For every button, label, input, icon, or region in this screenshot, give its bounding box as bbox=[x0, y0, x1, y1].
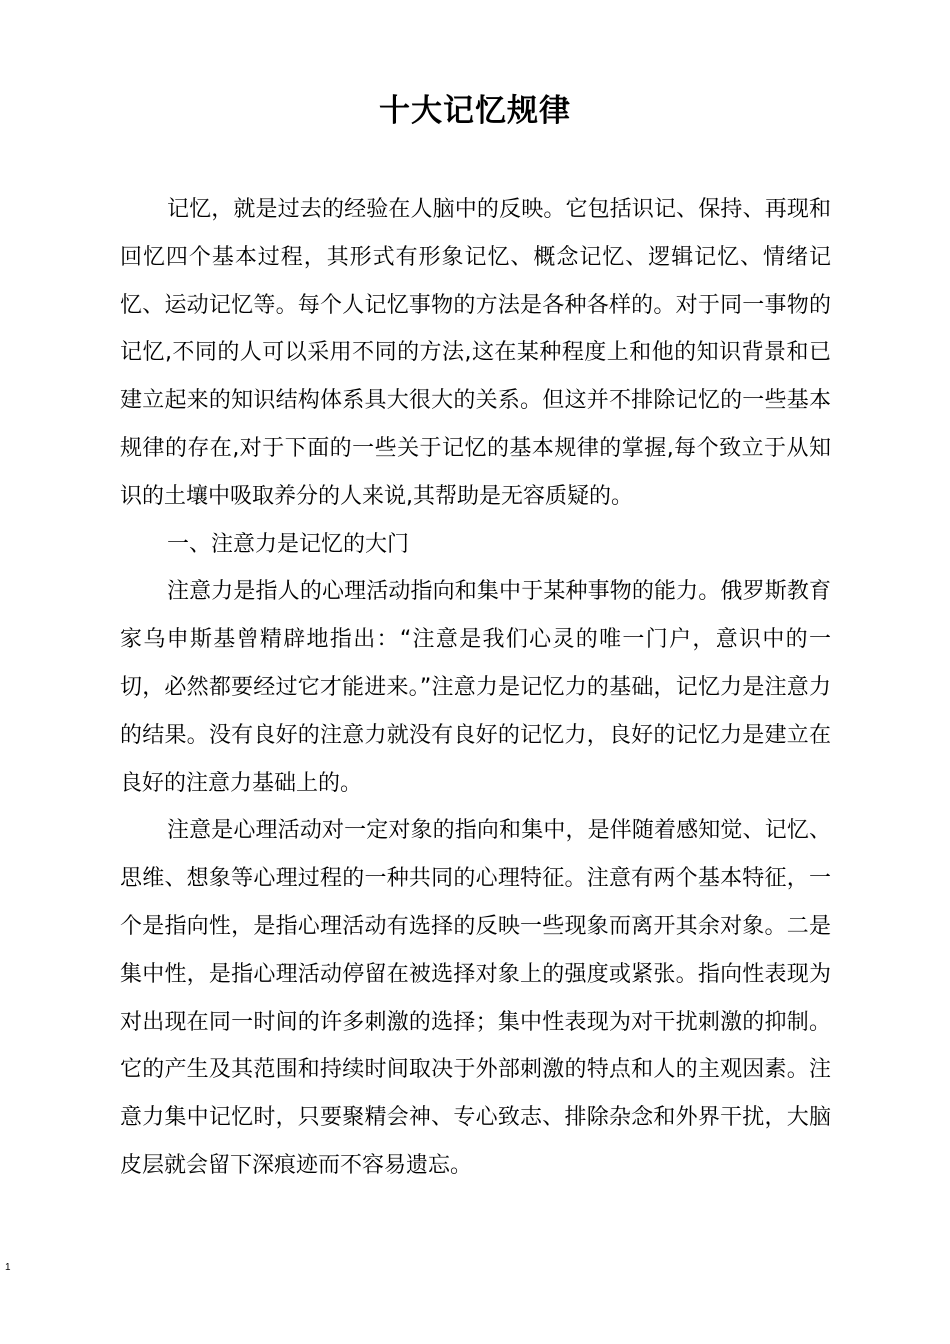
attention-paragraph-2: 注意是心理活动对一定对象的指向和集中，是伴随着感知觉、记忆、思维、想象等心理过程的一种共同的心理特征。注意有两个基本特征，一个是指向性，是指心理活动有选择的反映一些现象而离开其余对象。二是集中性，是指心理活动停留在被选择对象上的强度或紧张。指向性表现为对出现在同一时间的许多刺激的选择；集中性表现为对干扰刺激的抑制。它的产生及其范围和持续时间取决于外部刺激的特点和人的主观因素。注意力集中记忆时，只要聚精会神、专心致志、排除杂念和外界干扰，大脑皮层就会留下深痕迹而不容易遗忘。 bbox=[120, 818, 831, 1178]
intro-paragraph: 记忆，就是过去的经验在人脑中的反映。它包括识记、保持、再现和回忆四个基本过程，其形式有形象记忆、概念记忆、逻辑记忆、情绪记忆、运动记忆等。每个人记忆事物的方法是各种各样的。对于同一事物的记忆,不同的人可以采用不同的方法,这在某种程度上和他的知识背景和已建立起来的知识结构体系具大很大的关系。但这并不排除记忆的一些基本规律的存在,对于下面的一些关于记忆的基本规律的掌握,每个致立于从知识的土壤中吸取养分的人来说,其帮助是无容质疑的。 bbox=[120, 197, 831, 509]
document-title: 十大记忆规律 bbox=[379, 93, 571, 129]
page-number: 1 bbox=[5, 1262, 11, 1273]
section-heading-attention: 一、注意力是记忆的大门 bbox=[167, 531, 410, 557]
attention-paragraph-1: 注意力是指人的心理活动指向和集中于某种事物的能力。俄罗斯教育家乌申斯基曾精辟地指出：“注意是我们心灵的唯一门户，意识中的一切，必然都要经过它才能进来。”注意力是记忆力的基础，记忆力是注意力的结果。没有良好的注意力就没有良好的记忆力，良好的记忆力是建立在良好的注意力基础上的。 bbox=[120, 579, 831, 796]
document-body bbox=[120, 186, 831, 1190]
